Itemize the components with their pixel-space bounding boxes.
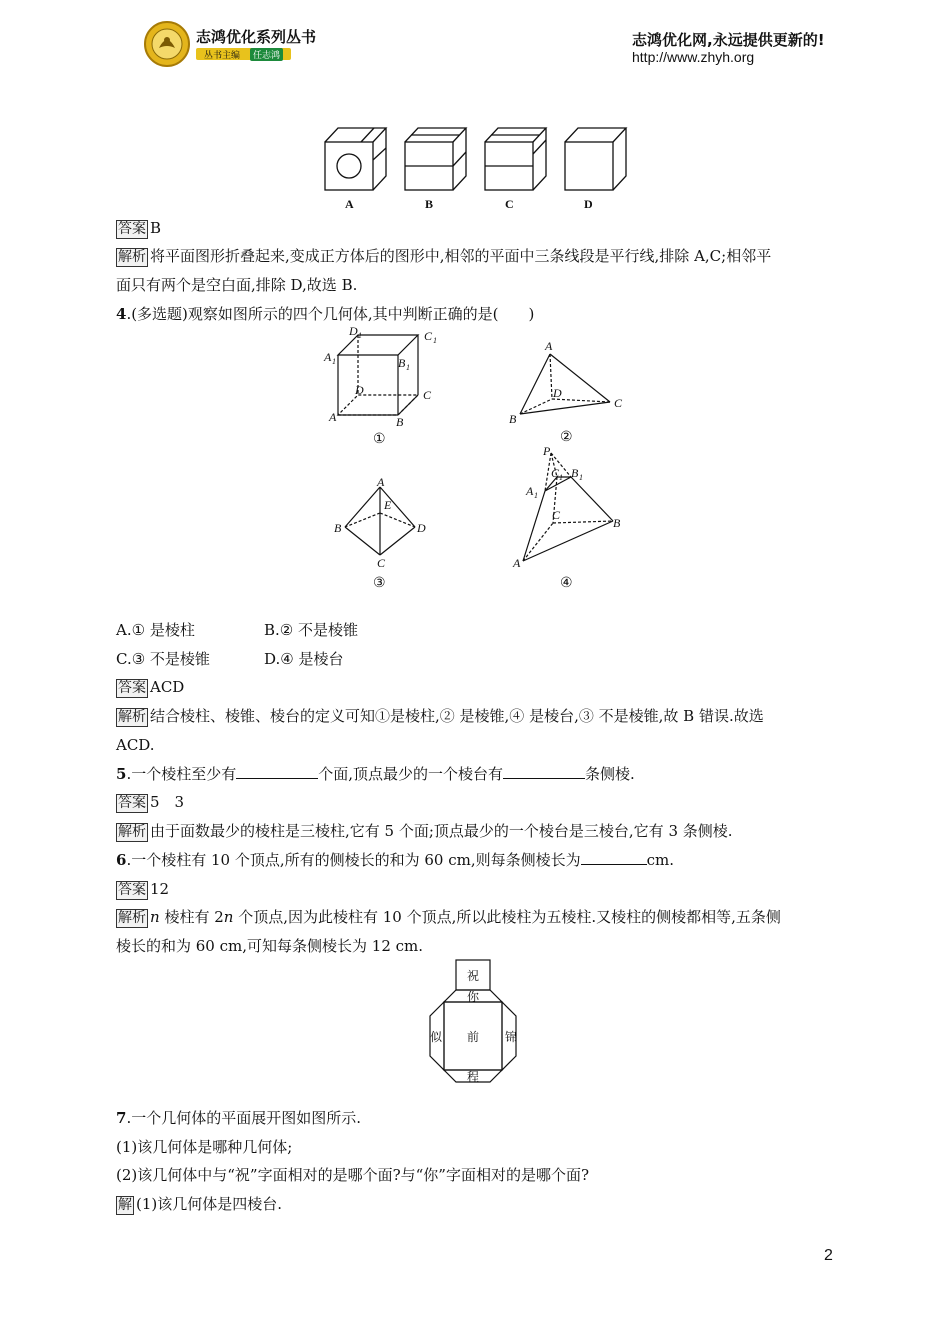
net-face-center: 前 [467, 1030, 480, 1044]
svg-text:1: 1 [579, 473, 583, 482]
figure-frustum [505, 443, 635, 591]
analysis-tag: 解析 [118, 910, 146, 926]
label-C: C [614, 396, 623, 410]
q5-stem: 5.一个棱柱至少有 个面,顶点最少的一个棱台有 条侧棱. [116, 765, 635, 783]
label-A: A [329, 410, 337, 424]
label-E: E [384, 498, 392, 512]
label-B: B [396, 415, 404, 429]
label-C1: C [551, 466, 560, 480]
answer-text: 12 [150, 880, 170, 898]
figure-caption: ③ [373, 576, 386, 591]
q5-analysis [116, 821, 733, 842]
site-url[interactable]: http://www.zhyh.org [632, 49, 755, 65]
svg-text:1: 1 [559, 473, 563, 482]
fill-blank[interactable] [236, 764, 318, 779]
page-number: 2 [824, 1247, 833, 1264]
cube-label-a: A [345, 197, 354, 211]
q6-analysis-cont: 棱长的和为 60 cm,可知每条侧棱长为 12 cm. [116, 937, 424, 955]
label-A: A [377, 475, 385, 489]
q4-answer [116, 677, 184, 698]
figure-pyramid [500, 335, 640, 447]
net-face-bottom: 程 [467, 1070, 480, 1084]
label-D: D [417, 521, 426, 535]
net-face-left: 似 [430, 1030, 443, 1044]
q7-sub1: (1)该几何体是哪种几何体; [116, 1138, 293, 1156]
svg-text:1: 1 [534, 491, 538, 500]
q7-stem [116, 1108, 361, 1128]
editor-name: 任志鸿 [250, 48, 283, 61]
analysis-tag: 解析 [118, 249, 146, 265]
answer-text: ACD [150, 678, 185, 696]
q7-sub2: (2)该几何体中与“祝”字面相对的是哪个面?与“你”字面相对的是哪个面? [116, 1166, 590, 1184]
cubes-figure [318, 122, 638, 214]
q3-analysis [116, 246, 771, 267]
question-number: 7 [116, 1109, 127, 1127]
answer-tag: 答案 [118, 221, 146, 237]
option-d[interactable]: D.④ 是棱台 [264, 650, 344, 668]
label-C1: C [424, 329, 433, 343]
cube-c [485, 128, 546, 190]
option-b[interactable]: B.② 不是棱锥 [264, 621, 359, 639]
q6-analysis: 解析 n 棱柱有 2n 个顶点,因为此棱柱有 10 个顶点,所以此棱柱为五棱柱.又棱柱的侧棱都相等,五条侧 [118, 908, 781, 926]
editor-label: 丛书主编 [204, 51, 241, 61]
q5-answer [116, 792, 184, 813]
label-D: D [553, 386, 562, 400]
cube-label-d: D [584, 197, 593, 211]
label-P: P [543, 444, 551, 458]
option-a[interactable]: A.① 是棱柱 [116, 621, 195, 639]
q4-analysis-cont: ACD. [116, 736, 155, 754]
question-number: 6 [116, 851, 127, 869]
svg-text:1: 1 [433, 336, 437, 345]
label-C: C [423, 388, 432, 402]
analysis-text: 结合棱柱、棱锥、棱台的定义可知①是棱柱,② 是棱锥,④ 是棱台,③ 不是棱锥,故 B 错误.故选 [150, 707, 764, 725]
net-figure [424, 958, 524, 1086]
label-D: D [355, 383, 364, 397]
cube-d [565, 128, 626, 190]
label-D1: D [349, 324, 358, 338]
label-A: A [545, 339, 553, 353]
label-A1: A [324, 350, 332, 364]
q6-stem: 6.一个棱柱有 10 个顶点,所有的侧棱长的和为 60 cm,则每条侧棱长为 cm. [116, 851, 675, 869]
q4-stem [116, 304, 534, 324]
label-B1: B [571, 466, 579, 480]
label-B: B [509, 412, 517, 426]
question-number: 5 [116, 765, 127, 783]
svg-text:1: 1 [358, 331, 362, 340]
label-B: B [334, 521, 342, 535]
analysis-text: 将平面图形折叠起来,变成正方体后的图形中,相邻的平面中三条线段是平行线,排除 A,C;相邻平 [150, 247, 772, 265]
fill-blank[interactable] [581, 850, 647, 865]
q6-answer [116, 879, 169, 900]
label-B1: B [398, 356, 406, 370]
series-logo-icon [143, 20, 191, 68]
cube-label-c: C [505, 197, 514, 211]
net-face-top: 祝 [467, 969, 480, 983]
slogan: 志鸿优化网,永远提供更新的! [632, 31, 825, 49]
fill-blank[interactable] [503, 764, 585, 779]
solution-tag: 解 [118, 1197, 132, 1213]
figure-not-pyramid [330, 475, 430, 591]
q7-solution [116, 1194, 282, 1215]
label-A1: A [526, 484, 534, 498]
analysis-text: 由于面数最少的棱柱是三棱柱,它有 5 个面;顶点最少的一个棱台是三棱台,它有 3 条侧棱. [150, 822, 733, 840]
svg-text:1: 1 [406, 363, 410, 372]
cube-a [325, 128, 386, 190]
cube-b [405, 128, 466, 190]
option-c[interactable]: C.③ 不是棱锥 [116, 650, 210, 668]
figure-caption: ④ [560, 576, 573, 591]
question-text: .(多选题)观察如图所示的四个几何体,其中判断正确的是( ) [126, 305, 535, 323]
solution-text: (1)该几何体是四棱台. [136, 1195, 283, 1213]
net-face-right: 锦 [505, 1030, 518, 1044]
cube-label-b: B [425, 197, 434, 211]
analysis-tag: 解析 [118, 709, 146, 725]
q3-answer [116, 218, 161, 239]
q3-analysis-cont: 面只有两个是空白面,排除 D,故选 B. [116, 276, 358, 294]
answer-tag: 答案 [118, 680, 146, 696]
analysis-tag: 解析 [118, 824, 146, 840]
q4-analysis [116, 706, 764, 727]
answer-tag: 答案 [118, 795, 146, 811]
series-title: 志鸿优化系列丛书 [196, 28, 317, 46]
figure-prism [318, 322, 448, 448]
label-C: C [552, 508, 561, 522]
answer-text: 5 3 [150, 793, 185, 811]
label-A: A [513, 556, 521, 570]
question-number: 4 [116, 305, 127, 323]
editor-badge [196, 48, 291, 60]
question-text: .一个几何体的平面展开图如图所示. [126, 1109, 361, 1127]
answer-text: B [150, 219, 162, 237]
label-C: C [377, 556, 386, 570]
answer-tag: 答案 [118, 882, 146, 898]
net-face-upper: 你 [467, 990, 480, 1004]
label-B: B [613, 516, 621, 530]
svg-text:1: 1 [332, 357, 336, 366]
figure-caption: ② [560, 430, 573, 445]
figure-caption: ① [373, 432, 386, 447]
